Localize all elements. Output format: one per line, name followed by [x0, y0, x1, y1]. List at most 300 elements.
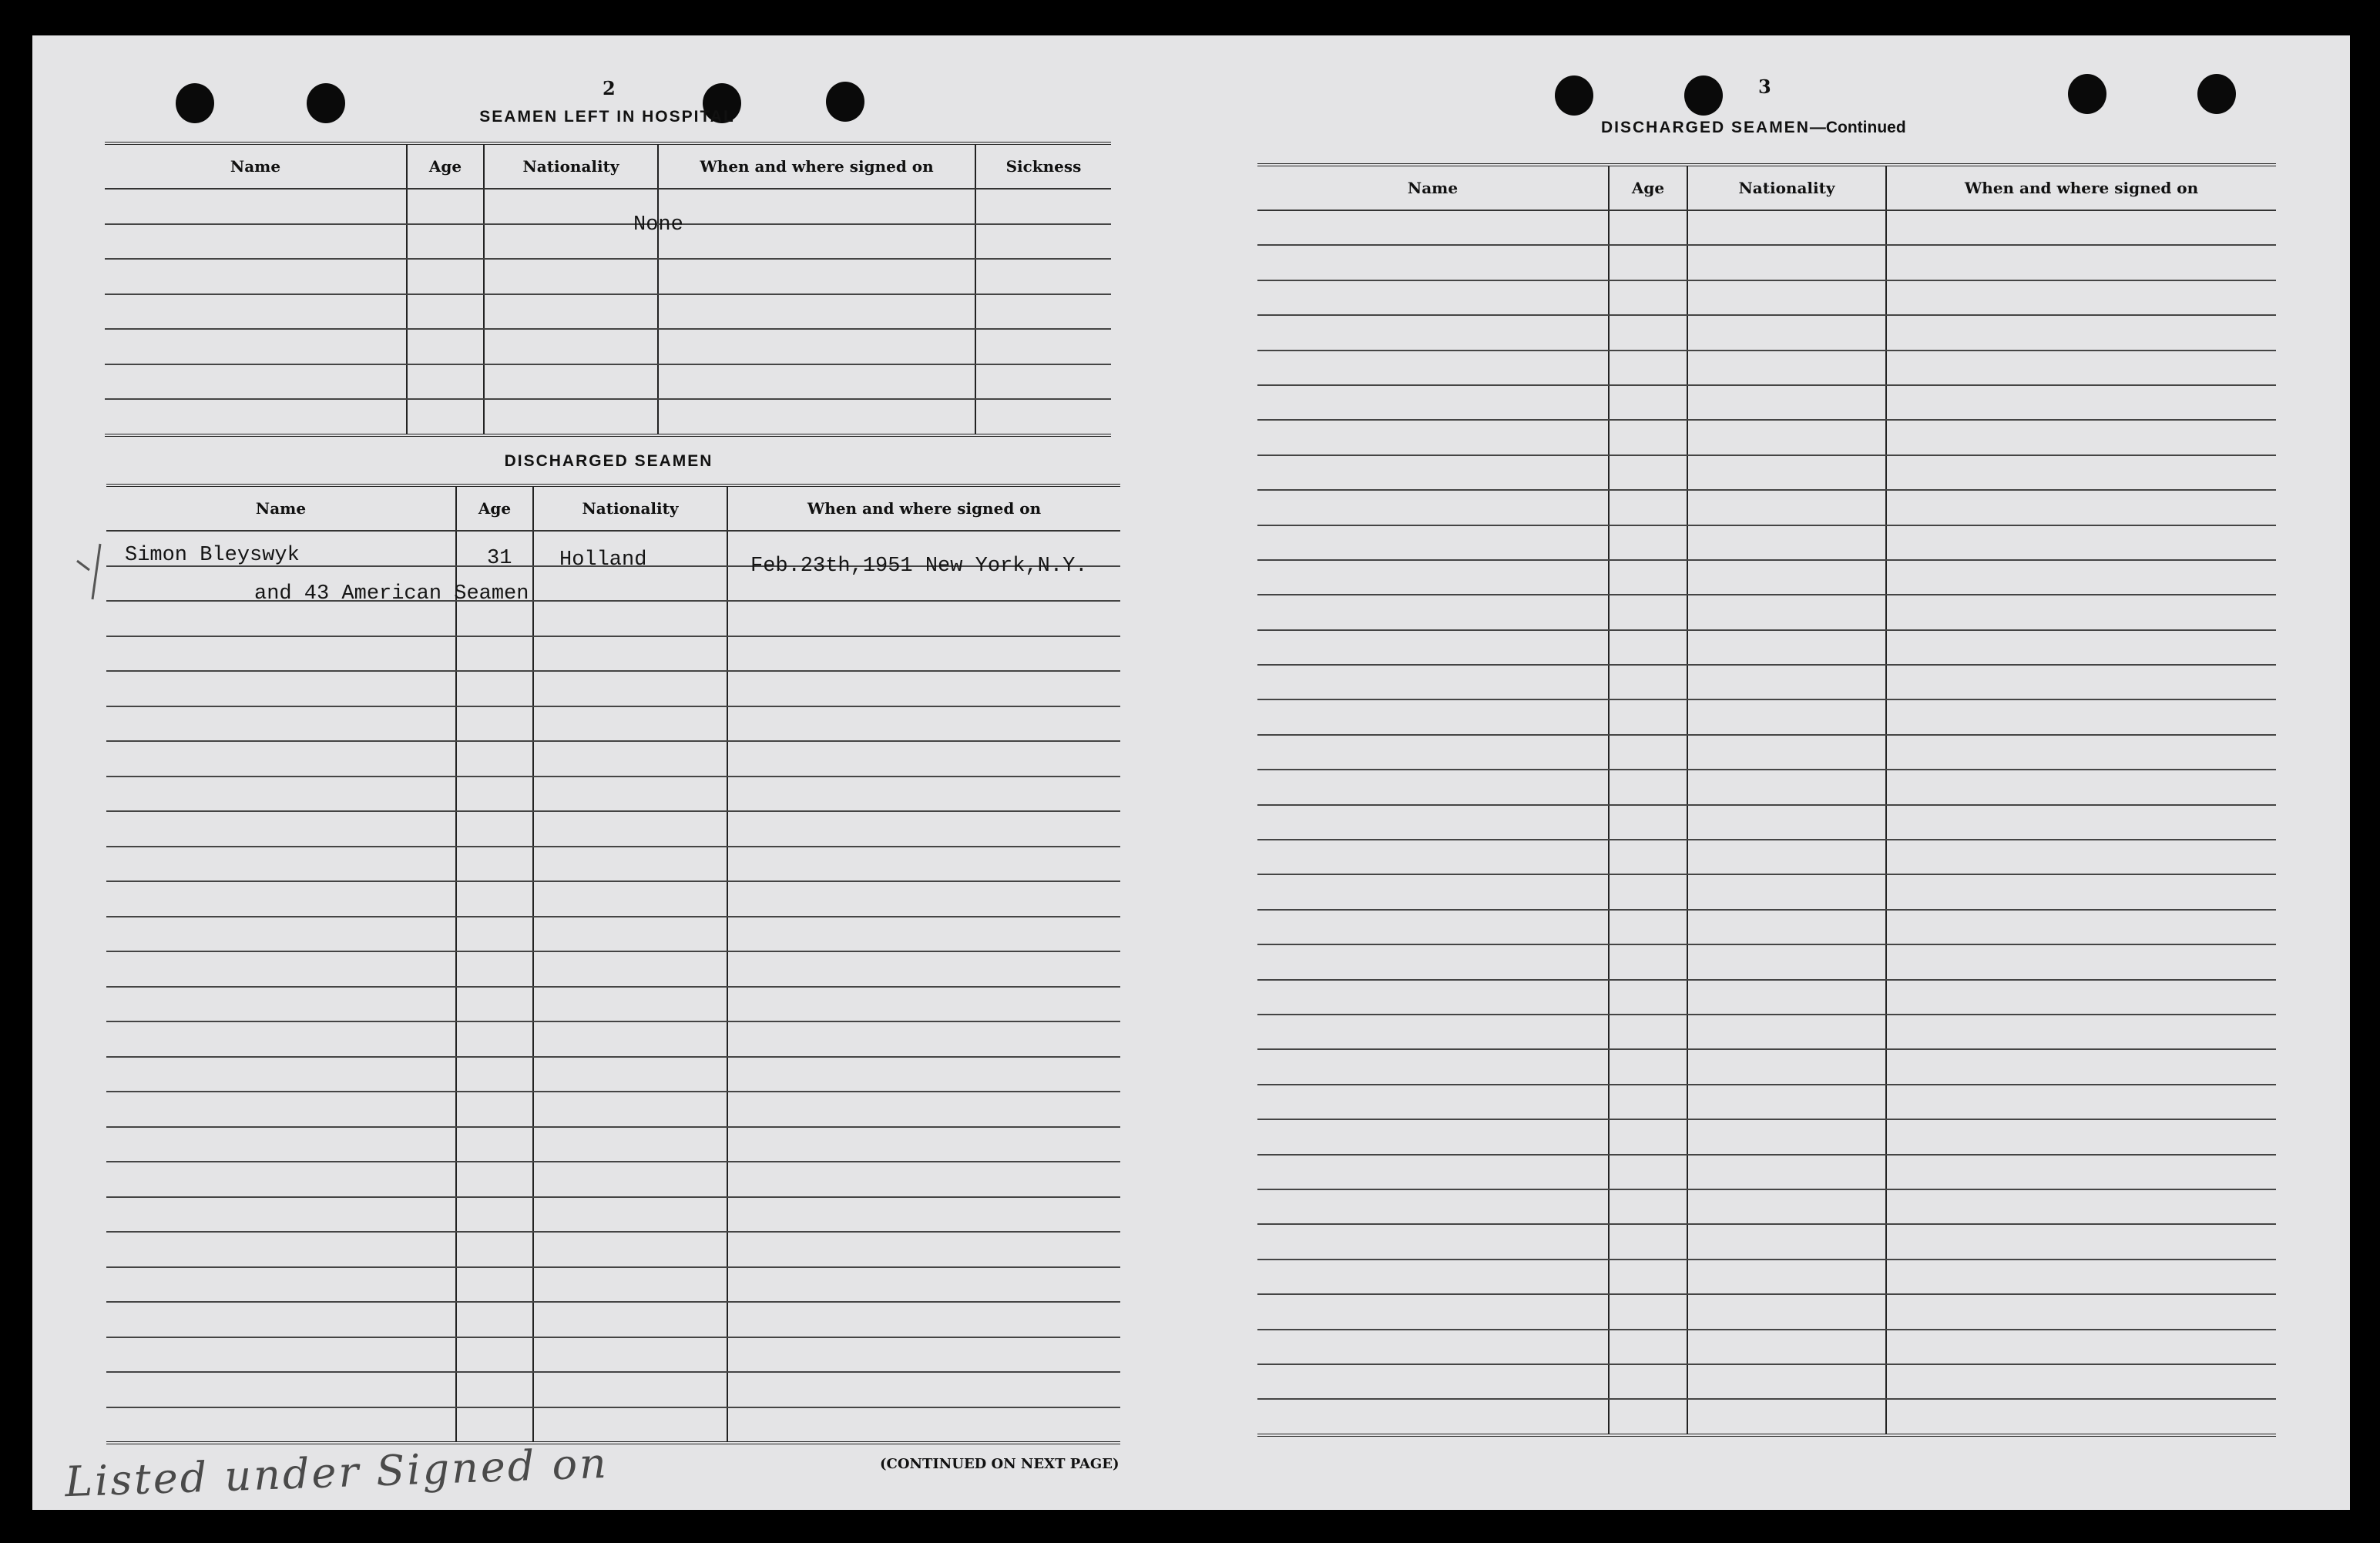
table-cell [1687, 1015, 1886, 1049]
table-cell [727, 1197, 1120, 1233]
punch-hole [826, 82, 864, 122]
table-cell [727, 1021, 1120, 1057]
table-cell [1886, 840, 2276, 874]
table-cell [727, 636, 1120, 672]
table-cell [1257, 910, 1609, 944]
table-cell [456, 811, 533, 847]
table-cell [975, 294, 1111, 330]
table-cell [1609, 840, 1687, 874]
table-cell [1257, 1294, 1609, 1329]
table-cell [1886, 315, 2276, 350]
table-cell [1257, 1260, 1609, 1294]
table-row [1257, 1155, 2276, 1189]
table-cell [456, 1372, 533, 1407]
table-cell [1609, 420, 1687, 455]
table-cell [658, 329, 975, 364]
table-cell [1609, 385, 1687, 420]
table-row [106, 881, 1120, 917]
col-header-name: Name [105, 143, 407, 189]
table-cell [1687, 1085, 1886, 1119]
table-cell [727, 847, 1120, 882]
table-row [1257, 595, 2276, 629]
table-cell [533, 671, 727, 706]
table-row [1257, 560, 2276, 595]
table-cell [533, 636, 727, 672]
table-row [1257, 840, 2276, 874]
table-cell [1609, 1119, 1687, 1154]
table-cell [106, 881, 456, 917]
table-cell [1886, 805, 2276, 840]
table-cell [1687, 560, 1886, 595]
table-cell [456, 1127, 533, 1162]
table-cell [105, 224, 407, 260]
table-cell [1257, 770, 1609, 804]
table-cell [1687, 805, 1886, 840]
table-cell [1886, 1189, 2276, 1224]
table-row [1257, 630, 2276, 665]
table-cell [975, 189, 1111, 224]
table-cell [1886, 1330, 2276, 1364]
table-row [105, 294, 1111, 330]
table-cell [456, 1232, 533, 1267]
table-cell [1687, 944, 1886, 979]
table-cell [1886, 665, 2276, 699]
table-cell [1609, 1364, 1687, 1399]
hospital-entry: None [633, 213, 683, 236]
table-cell [106, 917, 456, 952]
table-cell [407, 399, 484, 435]
table-cell [975, 259, 1111, 294]
table-cell [1687, 385, 1886, 420]
table-cell [1609, 1399, 1687, 1434]
table-row [1257, 1224, 2276, 1259]
table-cell [106, 811, 456, 847]
table-cell [1886, 245, 2276, 280]
table-row [106, 1197, 1120, 1233]
table-cell [1609, 280, 1687, 315]
col-header-age: Age [407, 143, 484, 189]
table-cell [1687, 735, 1886, 770]
table-cell [1609, 490, 1687, 525]
table-cell [727, 601, 1120, 636]
table-cell [106, 741, 456, 777]
table-cell [1886, 770, 2276, 804]
table-cell [1886, 630, 2276, 665]
table-cell [1687, 630, 1886, 665]
hospital-table [105, 142, 1111, 437]
table-cell [1257, 1364, 1609, 1399]
table-cell [1687, 315, 1886, 350]
table-row [1257, 455, 2276, 490]
col-header-age: Age [456, 485, 533, 531]
table-cell [1609, 1085, 1687, 1119]
table-cell [727, 1267, 1120, 1303]
table-row [106, 917, 1120, 952]
table-cell [1687, 1119, 1886, 1154]
col-header-nationality: Nationality [533, 485, 727, 531]
table-row [106, 1337, 1120, 1373]
table-cell [1886, 1015, 2276, 1049]
table-cell [533, 1232, 727, 1267]
table-cell [727, 1092, 1120, 1127]
table-cell [105, 189, 407, 224]
table-row [105, 329, 1111, 364]
table-cell [484, 364, 658, 400]
table-row [1257, 1330, 2276, 1364]
table-cell [105, 329, 407, 364]
table-cell [1257, 1119, 1609, 1154]
table-cell [484, 224, 658, 260]
table-cell [456, 987, 533, 1022]
table-cell [456, 1267, 533, 1303]
table-row [1257, 420, 2276, 455]
table-cell [727, 1372, 1120, 1407]
table-cell [1257, 245, 1609, 280]
table-cell [1687, 840, 1886, 874]
table-cell [727, 987, 1120, 1022]
table-row [1257, 1119, 2276, 1154]
table-cell [1609, 1049, 1687, 1084]
table-cell [456, 1162, 533, 1197]
table-cell [105, 364, 407, 400]
table-cell [1886, 455, 2276, 490]
seaman-name: Simon Bleyswyk [125, 544, 300, 567]
table-cell [658, 224, 975, 260]
table-cell [658, 189, 975, 224]
table-row [1257, 1085, 2276, 1119]
table-cell [658, 294, 975, 330]
table-cell [1687, 1260, 1886, 1294]
table-cell [533, 847, 727, 882]
table-cell [533, 987, 727, 1022]
punch-hole [2197, 74, 2236, 114]
table-cell [1886, 385, 2276, 420]
col-header-sickness: Sickness [975, 143, 1111, 189]
table-cell [1886, 1294, 2276, 1329]
table-cell [1257, 1015, 1609, 1049]
table-row [1257, 1015, 2276, 1049]
table-cell [533, 917, 727, 952]
table-cell [1687, 490, 1886, 525]
table-cell [975, 364, 1111, 400]
table-cell [1257, 980, 1609, 1015]
table-cell [1687, 1330, 1886, 1364]
table-cell [1687, 595, 1886, 629]
table-cell [727, 1407, 1120, 1444]
table-cell [106, 1092, 456, 1127]
table-cell [1257, 1049, 1609, 1084]
table-cell [1257, 630, 1609, 665]
table-row [105, 224, 1111, 260]
table-cell [106, 987, 456, 1022]
table-cell [533, 1197, 727, 1233]
table-cell [727, 951, 1120, 987]
table-cell [106, 1372, 456, 1407]
table-cell [1886, 1085, 2276, 1119]
table-cell [1886, 1119, 2276, 1154]
table-cell [1609, 1015, 1687, 1049]
table-cell [1687, 1364, 1886, 1399]
table-cell [1687, 280, 1886, 315]
table-cell [727, 1057, 1120, 1092]
table-cell [106, 1197, 456, 1233]
table-cell [727, 706, 1120, 742]
table-cell [456, 1092, 533, 1127]
table-cell [1257, 385, 1609, 420]
table-cell [106, 777, 456, 812]
table-cell [1886, 699, 2276, 734]
punch-hole [2068, 74, 2106, 114]
table-cell [106, 847, 456, 882]
table-cell [1687, 351, 1886, 385]
table-cell [1886, 210, 2276, 245]
col-header-nationality: Nationality [1687, 165, 1886, 210]
table-cell [1257, 455, 1609, 490]
continued-title [1601, 119, 1906, 137]
table-cell [105, 259, 407, 294]
table-cell [533, 1337, 727, 1373]
table-cell [1886, 595, 2276, 629]
table-row [1257, 1294, 2276, 1329]
table-cell [1609, 560, 1687, 595]
table-cell [407, 189, 484, 224]
table-row [106, 951, 1120, 987]
table-cell [533, 1057, 727, 1092]
table-cell [533, 741, 727, 777]
table-cell [1886, 351, 2276, 385]
table-row [105, 364, 1111, 400]
table-cell [456, 1407, 533, 1444]
table-cell [1609, 805, 1687, 840]
table-cell [1687, 455, 1886, 490]
table-cell [1609, 910, 1687, 944]
table-cell [105, 399, 407, 435]
table-row [1257, 385, 2276, 420]
table-cell [456, 671, 533, 706]
table-row [1257, 245, 2276, 280]
table-cell [1687, 980, 1886, 1015]
table-cell [727, 777, 1120, 812]
col-header-signed-on: When and where signed on [658, 143, 975, 189]
table-row [106, 1232, 1120, 1267]
table-cell [456, 1337, 533, 1373]
table-cell [1257, 280, 1609, 315]
punch-hole [1684, 75, 1723, 116]
table-cell [1609, 1189, 1687, 1224]
discharged-title: DISCHARGED SEAMEN [504, 452, 713, 470]
table-cell [1886, 1224, 2276, 1259]
table-cell [1886, 490, 2276, 525]
table-cell [106, 671, 456, 706]
seaman-nationality: Holland [559, 548, 647, 572]
table-cell [1609, 525, 1687, 560]
table-cell [407, 294, 484, 330]
table-cell [456, 601, 533, 636]
table-cell [533, 1267, 727, 1303]
check-mark-icon [74, 539, 105, 601]
table-cell [1886, 1049, 2276, 1084]
table-row [106, 1057, 1120, 1092]
discharged-note: and 43 American Seamen [254, 582, 529, 605]
table-cell [1687, 1155, 1886, 1189]
table-cell [456, 1021, 533, 1057]
table-cell [1687, 1294, 1886, 1329]
table-cell [456, 636, 533, 672]
table-row [1257, 525, 2276, 560]
table-cell [1609, 980, 1687, 1015]
table-row [1257, 1364, 2276, 1399]
continued-title-suffix: —Continued [1809, 119, 1906, 136]
table-cell [1609, 455, 1687, 490]
table-cell [407, 329, 484, 364]
table-cell [1687, 420, 1886, 455]
table-cell [727, 1162, 1120, 1197]
table-row [1257, 351, 2276, 385]
table-cell [975, 399, 1111, 435]
table-cell [456, 706, 533, 742]
table-row [1257, 874, 2276, 909]
table-cell [1257, 874, 1609, 909]
table-cell [1687, 245, 1886, 280]
table-cell [456, 917, 533, 952]
table-cell [1687, 770, 1886, 804]
table-row [106, 601, 1120, 636]
table-cell [727, 811, 1120, 847]
table-cell [1257, 210, 1609, 245]
table-cell [456, 1197, 533, 1233]
table-cell [727, 917, 1120, 952]
table-row [106, 1162, 1120, 1197]
table-cell [1687, 910, 1886, 944]
table-row [106, 1092, 1120, 1127]
col-header-signed-on: When and where signed on [727, 485, 1120, 531]
table-cell [1687, 1049, 1886, 1084]
table-cell [533, 1162, 727, 1197]
table-row [105, 189, 1111, 224]
table-cell [1886, 525, 2276, 560]
table-cell [106, 1232, 456, 1267]
table-row [106, 1372, 1120, 1407]
table-row [106, 1407, 1120, 1444]
punch-hole [1555, 75, 1593, 116]
table-cell [1687, 1189, 1886, 1224]
table-row [106, 1021, 1120, 1057]
table-cell [1609, 874, 1687, 909]
table-cell [1886, 910, 2276, 944]
col-header-age: Age [1609, 165, 1687, 210]
table-cell [106, 1021, 456, 1057]
table-cell [727, 1337, 1120, 1373]
table-cell [1257, 1330, 1609, 1364]
table-row [106, 987, 1120, 1022]
table-cell [1257, 699, 1609, 734]
table-cell [1257, 840, 1609, 874]
table-cell [533, 1302, 727, 1337]
table-cell [1886, 420, 2276, 455]
table-cell [1609, 210, 1687, 245]
table-cell [1609, 735, 1687, 770]
table-cell [407, 259, 484, 294]
table-cell [1257, 595, 1609, 629]
table-cell [1609, 351, 1687, 385]
table-cell [456, 777, 533, 812]
table-cell [1687, 665, 1886, 699]
table-cell [106, 636, 456, 672]
table-cell [1257, 1189, 1609, 1224]
table-cell [727, 1302, 1120, 1337]
table-row [106, 671, 1120, 706]
table-cell [533, 1127, 727, 1162]
table-cell [484, 259, 658, 294]
table-cell [456, 1302, 533, 1337]
table-row [106, 1127, 1120, 1162]
table-row [1257, 1260, 2276, 1294]
col-header-name: Name [106, 485, 456, 531]
col-header-signed-on: When and where signed on [1886, 165, 2276, 210]
table-cell [1886, 1155, 2276, 1189]
table-row [1257, 490, 2276, 525]
table-cell [1257, 805, 1609, 840]
table-cell [106, 1162, 456, 1197]
table-row [106, 1302, 1120, 1337]
table-row [106, 1267, 1120, 1303]
table-row [1257, 735, 2276, 770]
punch-hole [307, 83, 345, 123]
table-cell [484, 294, 658, 330]
table-cell [1609, 1330, 1687, 1364]
table-row [1257, 665, 2276, 699]
table-cell [1609, 630, 1687, 665]
table-cell [484, 329, 658, 364]
table-cell [533, 1021, 727, 1057]
table-cell [1886, 874, 2276, 909]
table-cell [1609, 1294, 1687, 1329]
table-cell [484, 189, 658, 224]
table-row [1257, 805, 2276, 840]
table-cell [658, 364, 975, 400]
table-cell [727, 741, 1120, 777]
table-cell [106, 1267, 456, 1303]
table-cell [1609, 944, 1687, 979]
table-cell [1257, 735, 1609, 770]
table-row [1257, 980, 2276, 1015]
table-cell [106, 1057, 456, 1092]
table-cell [1257, 315, 1609, 350]
table-row [1257, 1189, 2276, 1224]
table-cell [106, 706, 456, 742]
table-row [106, 706, 1120, 742]
table-row [1257, 280, 2276, 315]
discharged-continued-table [1257, 163, 2276, 1437]
table-cell [105, 294, 407, 330]
table-cell [1257, 351, 1609, 385]
table-cell [1687, 699, 1886, 734]
table-cell [456, 951, 533, 987]
table-cell [456, 881, 533, 917]
table-row [105, 259, 1111, 294]
table-cell [727, 1127, 1120, 1162]
table-row [106, 777, 1120, 812]
discharged-table [106, 484, 1120, 1444]
table-cell [407, 364, 484, 400]
table-cell [1886, 560, 2276, 595]
table-row [1257, 1399, 2276, 1434]
table-cell [727, 1232, 1120, 1267]
table-row [1257, 699, 2276, 734]
table-cell [106, 1127, 456, 1162]
table-row [1257, 770, 2276, 804]
table-row [1257, 315, 2276, 350]
